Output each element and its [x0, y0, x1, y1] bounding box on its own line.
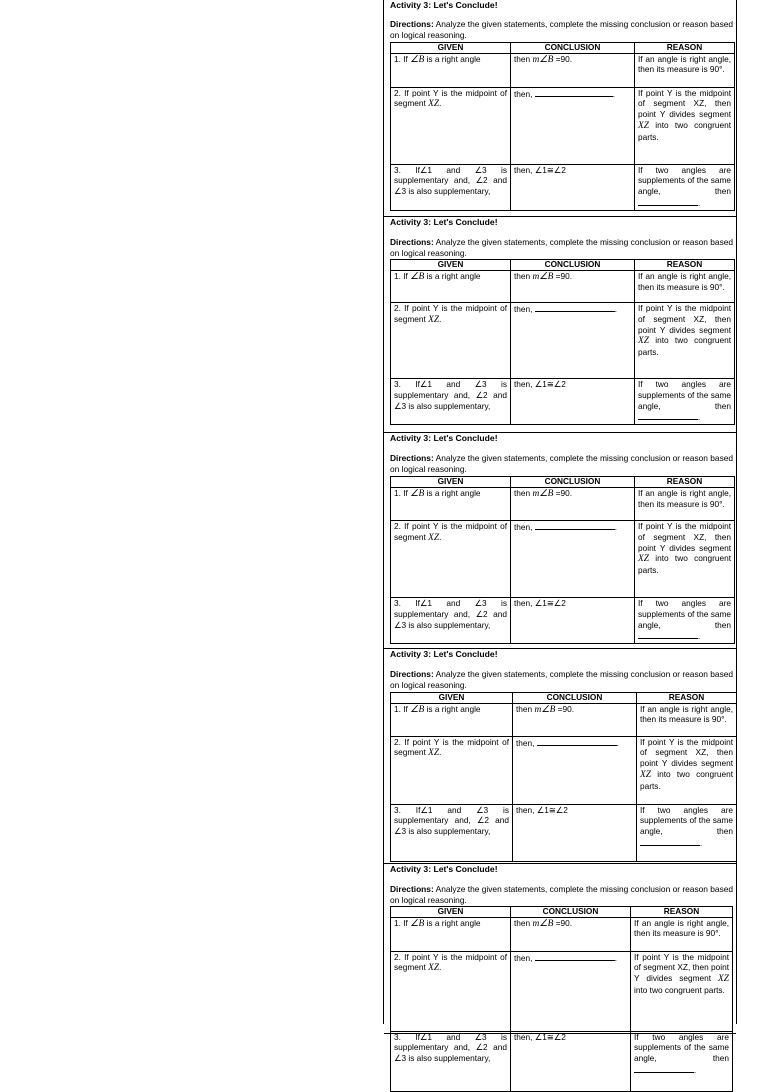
header-conclusion: CONCLUSION: [511, 260, 635, 271]
directions-text: Analyze the given statements, complete the missing conclusion or reason based on logical reasoning.: [390, 19, 734, 40]
answer-blank[interactable]: [535, 521, 615, 530]
table-header-row: [391, 907, 733, 918]
table-header-row: [391, 693, 737, 704]
given-cell: 1. If ∠B is a right angle: [391, 488, 511, 521]
answer-blank[interactable]: [535, 303, 615, 312]
activity-title: Activity 3: Let's Conclude!: [390, 0, 498, 10]
conclusion-cell: then, ∠1≅∠2: [511, 164, 635, 210]
math-angle-b: ∠B: [410, 918, 425, 929]
given-cell: 2. If point Y is the midpoint of segment XZ.: [391, 951, 511, 1031]
header-given: GIVEN: [391, 260, 511, 271]
table-row: [391, 736, 737, 804]
table-row: [391, 164, 735, 210]
directions-label: Directions:: [390, 884, 434, 894]
given-cell: 1. If ∠B is a right angle: [391, 703, 513, 736]
given-cell: 1. If ∠B is a right angle: [391, 271, 511, 303]
conclusion-cell: then m∠B =90.: [511, 917, 631, 951]
activity-title: Activity 3: Let's Conclude!: [390, 433, 498, 443]
table-row: [391, 951, 733, 1031]
header-conclusion: CONCLUSION: [511, 43, 635, 54]
table-row: [391, 379, 735, 425]
math-segment-xz: XZ: [638, 554, 649, 565]
answer-blank[interactable]: [638, 630, 698, 639]
reason-cell: If point Y is the midpoint of segment XZ, then point Y divides segment XZ into two congruent parts.: [635, 521, 735, 598]
header-reason: REASON: [631, 907, 733, 918]
conclusion-cell: then m∠B =90.: [511, 488, 635, 521]
header-reason: REASON: [635, 477, 735, 488]
table-row: [391, 488, 735, 521]
table-row: [391, 303, 735, 379]
reason-cell: If two angles are supplements of the same angle, then.: [635, 598, 735, 644]
header-conclusion: CONCLUSION: [511, 907, 631, 918]
answer-blank[interactable]: [638, 411, 698, 420]
table-row: [391, 521, 735, 598]
header-reason: REASON: [635, 260, 735, 271]
math-measure-b: m∠B: [534, 704, 556, 715]
activity-title: Activity 3: Let's Conclude!: [390, 217, 498, 227]
reason-cell: If an angle is right angle, then its measure is 90°.: [637, 703, 737, 736]
answer-blank[interactable]: [634, 1064, 694, 1073]
directions: [390, 19, 734, 40]
conclusion-table: [390, 259, 735, 425]
directions-label: Directions:: [390, 669, 434, 679]
directions-label: Directions:: [390, 237, 434, 247]
reason-cell: If an angle is right angle, then its measure is 90°.: [635, 53, 735, 87]
directions: [390, 453, 734, 474]
conclusion-cell: then, ∠1≅∠2: [511, 598, 635, 644]
reason-cell: If point Y is the midpoint of segment XZ, then point Y divides segment XZ into two congruent parts.: [637, 736, 737, 804]
conclusion-table: [390, 476, 735, 644]
math-segment-xz: XZ: [638, 120, 649, 131]
given-cell: 3. If∠1 and ∠3 is supplementary and, ∠2 and ∠3 is also supplementary,: [391, 379, 511, 425]
math-measure-b: m∠B: [532, 918, 554, 929]
header-given: GIVEN: [391, 43, 511, 54]
reason-cell: If an angle is right angle, then its measure is 90°.: [635, 271, 735, 303]
given-cell: 3. If∠1 and ∠3 is supplementary and, ∠2 and ∠3 is also supplementary,: [391, 1031, 511, 1091]
conclusion-cell: then m∠B =90.: [513, 703, 637, 736]
math-angle-b: ∠B: [410, 704, 425, 715]
directions-label: Directions:: [390, 453, 434, 463]
answer-blank[interactable]: [638, 197, 698, 206]
math-segment-xz: XZ: [638, 336, 649, 347]
directions-text: Analyze the given statements, complete the missing conclusion or reason based on logical reasoning.: [390, 884, 734, 905]
table-row: [391, 1031, 733, 1091]
table-row: [391, 87, 735, 164]
math-segment-xz: XZ: [428, 99, 440, 110]
math-segment-xz: XZ: [640, 769, 651, 780]
activity-block: [384, 864, 736, 1075]
given-cell: 3. If∠1 and ∠3 is supplementary and, ∠2 and ∠3 is also supplementary,: [391, 164, 511, 210]
activity-block: [384, 217, 736, 433]
conclusion-cell: then m∠B =90.: [511, 53, 635, 87]
table-row: [391, 804, 737, 861]
conclusion-table: [390, 692, 737, 862]
given-cell: 2. If point Y is the midpoint of segment XZ.: [391, 521, 511, 598]
given-cell: 1. If ∠B is a right angle: [391, 917, 511, 951]
directions: [390, 669, 734, 690]
given-cell: 3. If∠1 and ∠3 is supplementary and, ∠2 and ∠3 is also supplementary,: [391, 804, 513, 861]
conclusion-cell: then, ∠1≅∠2: [513, 804, 637, 861]
directions-text: Analyze the given statements, complete the missing conclusion or reason based on logical reasoning.: [390, 237, 734, 258]
directions-label: Directions:: [390, 19, 434, 29]
directions: [390, 884, 734, 905]
conclusion-cell: then, ∠1≅∠2: [511, 1031, 631, 1091]
conclusion-cell: then, .: [511, 521, 635, 598]
header-conclusion: CONCLUSION: [511, 477, 635, 488]
given-cell: 1. If ∠B is a right angle: [391, 53, 511, 87]
table-header-row: [391, 477, 735, 488]
conclusion-cell: then, .: [511, 303, 635, 379]
activity-block: [384, 649, 736, 864]
reason-cell: If point Y is the midpoint of segment XZ, then point Y divides segment XZ into two congruent parts.: [635, 87, 735, 164]
math-angle-b: ∠B: [410, 54, 425, 65]
header-given: GIVEN: [391, 907, 511, 918]
table-row: [391, 917, 733, 951]
given-cell: 3. If∠1 and ∠3 is supplementary and, ∠2 and ∠3 is also supplementary,: [391, 598, 511, 644]
activity-block: [384, 0, 736, 217]
worksheet-strip: [383, 0, 737, 1075]
table-row: [391, 598, 735, 644]
conclusion-cell: then, ∠1≅∠2: [511, 379, 635, 425]
table-header-row: [391, 260, 735, 271]
table-row: [391, 271, 735, 303]
answer-blank[interactable]: [535, 952, 615, 961]
reason-cell: If two angles are supplements of the same angle, then.: [635, 164, 735, 210]
directions-text: Analyze the given statements, complete the missing conclusion or reason based on logical reasoning.: [390, 453, 734, 474]
header-reason: REASON: [635, 43, 735, 54]
answer-blank[interactable]: [537, 737, 617, 746]
conclusion-table: [390, 906, 733, 1092]
conclusion-cell: then, .: [511, 87, 635, 164]
table-row: [391, 53, 735, 87]
math-measure-b: m∠B: [532, 272, 554, 282]
conclusion-table: [390, 42, 735, 211]
math-angle-b: ∠B: [410, 272, 425, 282]
reason-cell: If point Y is the midpoint of segment XZ, then point Y divides segment XZ into two congruent parts.: [635, 303, 735, 379]
header-reason: REASON: [637, 693, 737, 704]
header-given: GIVEN: [391, 693, 513, 704]
math-measure-b: m∠B: [532, 54, 554, 65]
conclusion-cell: then, .: [511, 951, 631, 1031]
math-segment-xz: XZ: [428, 532, 440, 543]
directions: [390, 237, 734, 258]
given-cell: 2. If point Y is the midpoint of segment XZ.: [391, 736, 513, 804]
conclusion-cell: then m∠B =90.: [511, 271, 635, 303]
math-angle-b: ∠B: [410, 489, 425, 499]
given-cell: 2. If point Y is the midpoint of segment XZ.: [391, 87, 511, 164]
math-segment-xz: XZ: [428, 748, 440, 759]
reason-cell: If point Y is the midpoint of segment XZ, then point Y divides segment XZ into two congruent parts.: [631, 951, 733, 1031]
conclusion-cell: then, .: [513, 736, 637, 804]
table-row: [391, 703, 737, 736]
header-given: GIVEN: [391, 477, 511, 488]
math-segment-xz: XZ: [428, 314, 440, 325]
reason-cell: If two angles are supplements of the same angle, then.: [637, 804, 737, 861]
directions-text: Analyze the given statements, complete the missing conclusion or reason based on logical reasoning.: [390, 669, 734, 690]
math-segment-xz: XZ: [428, 963, 440, 974]
math-segment-xz: XZ: [718, 974, 729, 985]
activity-title: Activity 3: Let's Conclude!: [390, 649, 498, 659]
header-conclusion: CONCLUSION: [513, 693, 637, 704]
reason-cell: If two angles are supplements of the same angle, then.: [631, 1031, 733, 1091]
activity-title: Activity 3: Let's Conclude!: [390, 864, 498, 874]
reason-cell: If an angle is right angle, then its measure is 90°.: [635, 488, 735, 521]
reason-cell: If two angles are supplements of the same angle, then.: [635, 379, 735, 425]
answer-blank[interactable]: [535, 88, 613, 97]
reason-cell: If an angle is right angle, then its measure is 90°.: [631, 917, 733, 951]
answer-blank[interactable]: [640, 837, 700, 846]
activity-block: [384, 433, 736, 649]
given-cell: 2. If point Y is the midpoint of segment XZ.: [391, 303, 511, 379]
table-header-row: [391, 43, 735, 54]
math-measure-b: m∠B: [532, 489, 554, 499]
